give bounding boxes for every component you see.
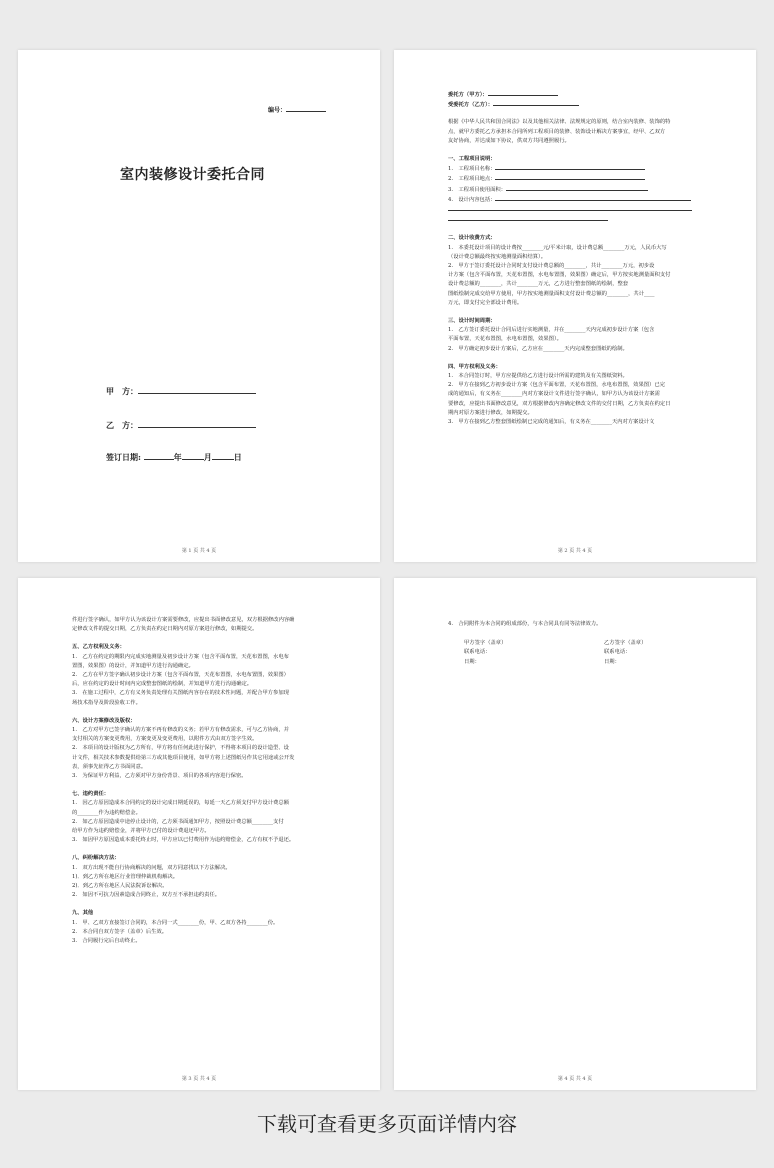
list-item: 1. 工程项目名称： xyxy=(448,164,732,174)
download-caption: 下载可查看更多页面详情内容 xyxy=(257,1112,517,1136)
contract-title: 室内装修设计委托合同 xyxy=(120,167,265,183)
page-2-body: 委托方（甲方）： 受委托方（乙方）： 根据《中华人民共和国合同法》以及其他相关法律、法规规定的原则，结合室内装修、装饰的特 点，就甲方委托乙方承担本合同所列工程项目的装修、装饰设计解决方案事宜，经甲、乙双方 友好协商，并达成如下协议，供双方共同遵照履行。 一、工程项目说明： 1. 工程项目名称： 2. 工程项目地点： 3. 工程项目使用面积： 4. 设计内容包括： 二、设计收费方式： 1. 本委托设计项目的设计费按________元/平米计取，设计费总额________万元，人民币大写 （设计费总额最终按实地测量面积结算）。 2. 甲方于签订委托设计合同时支付设计费总额的________，共计________万元，初步设 计方案（包含平面布置，天花布置图，水电布置图，效果图）确定后，甲方按实地测量面积支付 设计费总额的________，共计________万元，乙方进行整套图纸的绘制，整套 图纸绘制完成交给甲方使用，甲方按实地测量面积支付设计费总额的________，共计____ 万元，即支付完全部设计费用。 三、设计时间周期： 1. 乙方签订委托设计合同后进行实地测量，并在________天内完成初步设计方案（包含 平面布置，天花布置图，水电布置图，效果图）。 2. 甲方确定初步设计方案后，乙方应在________天内完成整套图纸的绘制。 四、甲方权利及义务： 1. 本合同签订时，甲方应提供给乙方进行设计所需的建筑及有关图纸资料。 2. 甲方在接到乙方初步设计方案（包含平面布置，天花布置图，水电布置图，效果图）已完 成的通知后，有义务在________内对方案设计文件进行签字确认，如甲方认为该设计方案需 要修改，应提出书面修改意见，双方根据修改内容确定修改文件的交付日期，乙方负责在约定日 期内对原方案进行修改，如期提交。 3. 甲方在接到乙方整套图纸绘制已完成的通知后，有义务在________天内对方案设计文 xyxy=(448,90,732,427)
section-title: 一、工程项目说明： xyxy=(448,156,496,163)
page-footer: 第 4 页 共 4 页 xyxy=(557,1076,593,1082)
section-title: 八、纠纷解决方法： xyxy=(72,855,120,862)
list-item: 4. 设计内容包括： xyxy=(448,195,732,205)
section-title: 五、乙方权利及义务： xyxy=(72,644,125,651)
contract-page-2 xyxy=(394,50,756,562)
page-3-body: 件进行签字确认，如甲方认为该设计方案需要修改，应提出书面修改意见，双方根据修改内容确 定修改文件的提交日期，乙方负责在约定日期内对原方案进行修改，如期提交。 五、乙方权利及义务： 1. 乙方在约定的期限内完成实地测量及初步设计方案（包含平面布置，天花布置图，水电布 置图，效果图）的设计，并知道甲方进行沟通确定。 2. 乙方在甲方签字确认初步设计方案（包含平面布置，天花布置图，水电布置图，效果图） 后，应在约定的设计时间内完成整套图纸的绘制，并知道甲方进行沟通确定。 3. 在施工过程中，乙方有义务负责处理有关图纸内容存在的技术性问题，并配合甲方参加现 场技术指导及阶段验收工作。 六、设计方案修改及版权： 1. 乙方对甲方已签字确认的方案不再有修改的义务；若甲方有修改需求，可与乙方协商，并 支付相关的方案变更费用，方案变更及变更费用，以附件方式由双方签字生效。 2. 本项目的设计版权为乙方所有，甲方将有任何此进行保护，不得将本项目的设计造型、设 计文件，相关技术参数提供给第三方或其他项目使用，如甲方将上述图纸另作其它用途或公开发 表，须事先征得乙方书面同意。 3. 为保证甲方利益，乙方须对甲方身份背景、项目的各项内容进行保密。 七、违约责任： 1. 因乙方原因造成本合同约定的设计完成日期延误的，每延一天乙方须支付甲方设计费总额 的________作为违约赔偿金。 2. 如乙方原因造成中途停止设计的，乙方须书面通知甲方，按照设计费总额________支付 给甲方作为违约赔偿金，并将甲方已付的设计费退还甲方。 3. 如因甲方原因造成本委托终止时，甲方应以已付费用作为违约赔偿金，乙方有权不予退还。 八、纠纷解决方法： 1. 双方出现不能自行协商解决的问题，双方同意找以下方法解决。 1)．到乙方所在地区行业管理仲裁机构解决。 2)．到乙方所在地区人民法院诉讼解决。 2. 如因不可抗力因素造成合同终止，双方互不承担违约责任。 九、其他 1. 甲、乙双方直接签订合同的，本合同一式________份，甲、乙双方各持________份。 2. 本合同自双方签字（盖章）后生效。 3. 合同履行完后自动终止。 xyxy=(72,616,354,946)
section-title: 七、违约责任： xyxy=(72,791,110,798)
party-a-field: 甲 方： xyxy=(106,386,256,397)
section-title: 九、其他 xyxy=(72,910,94,917)
section-title: 六、设计方案修改及版权： xyxy=(72,717,136,724)
party-b-signature: 乙方签字（盖章） 联系电话： 日期： xyxy=(604,640,647,665)
contract-page-1 xyxy=(18,50,380,562)
party-a-signature: 甲方签字（盖章） 联系电话： 日期： xyxy=(464,640,507,665)
sign-date-field: 签订日期: 年 月 日 xyxy=(106,452,242,462)
intro-paragraph: 根据《中华人民共和国合同法》以及其他相关法律、法规规定的原则，结合室内装修、装饰的特 点，就甲方委托乙方承担本合同所列工程项目的装修、装饰设计解决方案事宜，经甲、乙双方 友好协商，并达成如下协议，供双方共同遵照履行。 xyxy=(448,119,671,144)
contractor-field: 受委托方（乙方）： xyxy=(448,100,732,110)
contract-page-4 xyxy=(394,578,756,1090)
signature-block xyxy=(448,639,730,667)
party-b-field: 乙 方： xyxy=(106,420,256,431)
list-item: 3. 工程项目使用面积： xyxy=(448,185,732,195)
page-footer: 第 1 页 共 4 页 xyxy=(181,548,217,554)
page-footer: 第 2 页 共 4 页 xyxy=(557,548,593,554)
client-field: 委托方（甲方）： xyxy=(448,90,732,100)
contract-page-3 xyxy=(18,578,380,1090)
page-footer: 第 3 页 共 4 页 xyxy=(181,1076,217,1082)
page-4-body: 4. 合同附件为本合同的组成部份，与本合同具有同等法律效力。 甲方签字（盖章） 联系电话： 日期： 乙方签字（盖章） 联系电话： 日期： xyxy=(448,620,730,667)
section-title: 四、甲方权利及义务： xyxy=(448,363,501,370)
section-title: 三、设计时间周期： xyxy=(448,318,496,325)
list-item: 2. 工程项目地点： xyxy=(448,174,732,184)
contract-number: 编号： xyxy=(268,105,326,114)
section-title: 二、设计收费方式： xyxy=(448,235,496,242)
